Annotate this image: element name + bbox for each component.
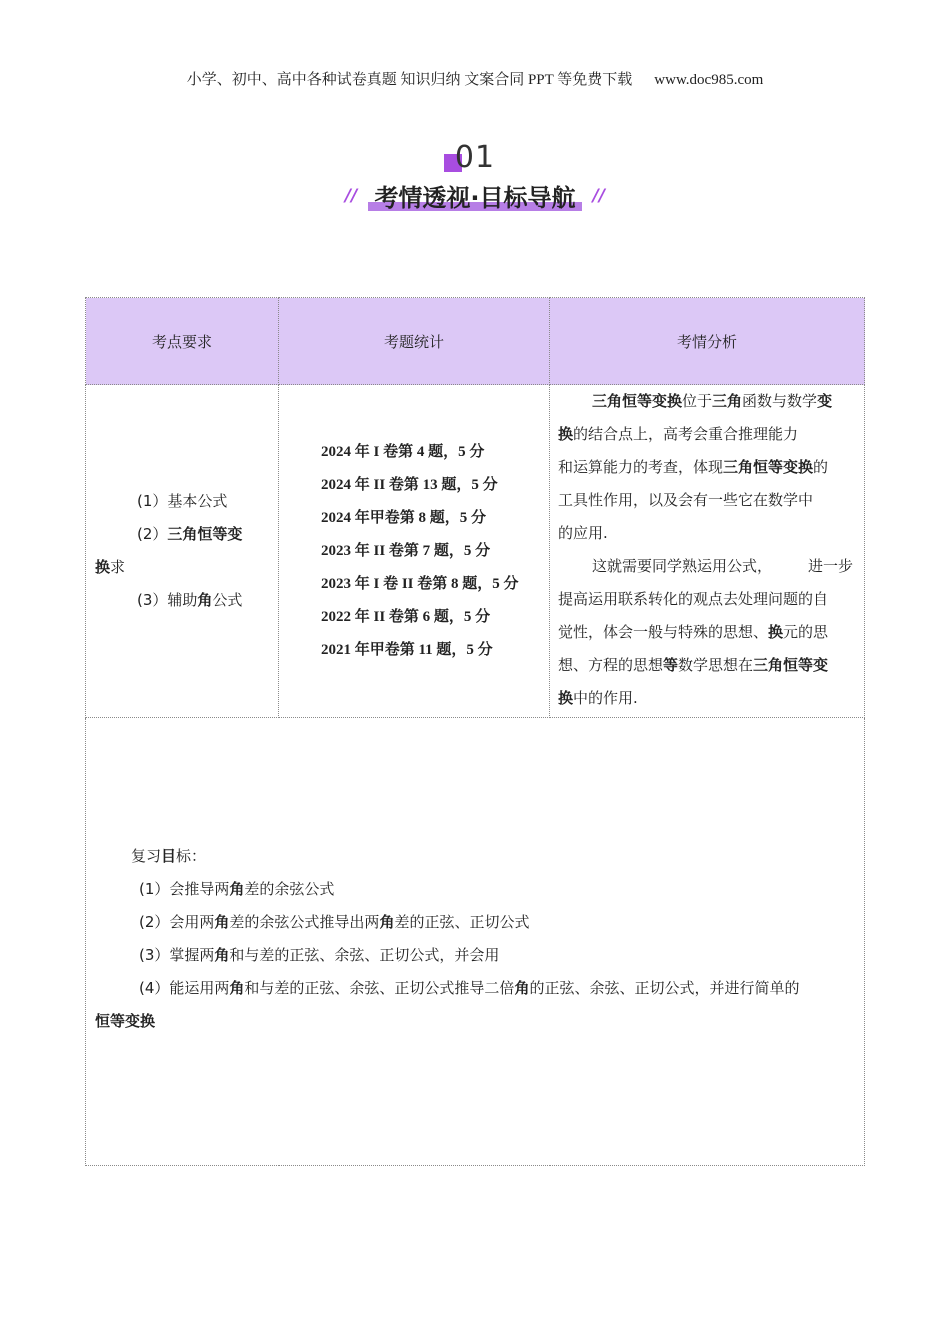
stat-item: 2023 年 I 卷 II 卷第 8 题，5 分 [321, 575, 519, 592]
analysis-line: 换的结合点上，高考会重合推理能力 [558, 425, 799, 443]
analysis-line: 这就需要同学熟运用公式， 进一步 [592, 557, 854, 575]
stat-item: 2024 年甲卷第 8 题，5 分 [321, 509, 487, 526]
analysis-cell [550, 385, 865, 718]
stat-item: 2022 年 II 卷第 6 题，5 分 [321, 608, 491, 625]
analysis-line: 觉性，体会一般与特殊的思想、换元的思 [558, 623, 829, 641]
analysis-line: 三角恒等变换位于三角函数与数学变 [592, 392, 833, 410]
requirement-2: (2）三角恒等变 [137, 525, 243, 543]
statistics-cell [279, 385, 550, 718]
requirement-1: (1）基本公式 [137, 492, 228, 510]
requirement-2-cont: 换求 [95, 558, 126, 576]
section-number: 01 [454, 140, 496, 175]
requirement-3: (3）辅助角公式 [137, 591, 243, 609]
right-slash-icon: // [592, 185, 606, 206]
section-number-block [0, 140, 950, 175]
goal-item: (1）会推导两角差的余弦公式 [139, 880, 335, 898]
left-slash-icon: // [344, 185, 358, 206]
stat-item: 2021 年甲卷第 11 题，5 分 [321, 641, 493, 658]
section-title: 考情透视·目标导航 [368, 178, 581, 213]
requirements-cell [86, 385, 279, 718]
header-requirements: 考点要求 [86, 298, 279, 385]
stat-item: 2024 年 I 卷第 4 题，5 分 [321, 443, 485, 460]
analysis-line: 和运算能力的考查，体现三角恒等变换的 [558, 458, 829, 476]
stat-item: 2024 年 II 卷第 13 题，5 分 [321, 476, 498, 493]
goal-item: (2）会用两角差的余弦公式推导出两角差的正弦、正切公式 [139, 913, 530, 931]
goals-cell [86, 718, 865, 1166]
header-statistics: 考题统计 [279, 298, 550, 385]
analysis-line: 想、方程的思想等数学思想在三角恒等变 [558, 656, 829, 674]
header-analysis: 考情分析 [550, 298, 865, 385]
table-goals-row [86, 718, 865, 1166]
goal-item: (4）能运用两角和与差的正弦、余弦、正切公式推导二倍角的正弦、余弦、正切公式，并进行简单的 [139, 979, 800, 997]
exam-analysis-table [85, 297, 865, 1166]
stat-item: 2023 年 II 卷第 7 题，5 分 [321, 542, 491, 559]
analysis-line: 提高运用联系转化的观点去处理问题的自 [558, 590, 829, 608]
table-header-row [86, 298, 865, 385]
section-title-block [0, 178, 950, 213]
page-header [0, 68, 950, 89]
goal-item: (3）掌握两角和与差的正弦、余弦、正切公式，并会用 [139, 946, 500, 964]
table-body-row [86, 385, 865, 718]
header-site: www.doc985.com [654, 72, 764, 88]
goal-item-cont: 恒等变换 [95, 1012, 156, 1030]
analysis-line: 换中的作用. [558, 689, 638, 707]
analysis-line: 工具性作用，以及会有一些它在数学中 [558, 491, 814, 509]
goals-title: 复习目标： [131, 847, 207, 865]
analysis-line: 的应用. [558, 524, 608, 542]
header-text: 小学、初中、高中各种试卷真题 知识归纳 文案合同 PPT 等免费下载 [186, 72, 633, 88]
